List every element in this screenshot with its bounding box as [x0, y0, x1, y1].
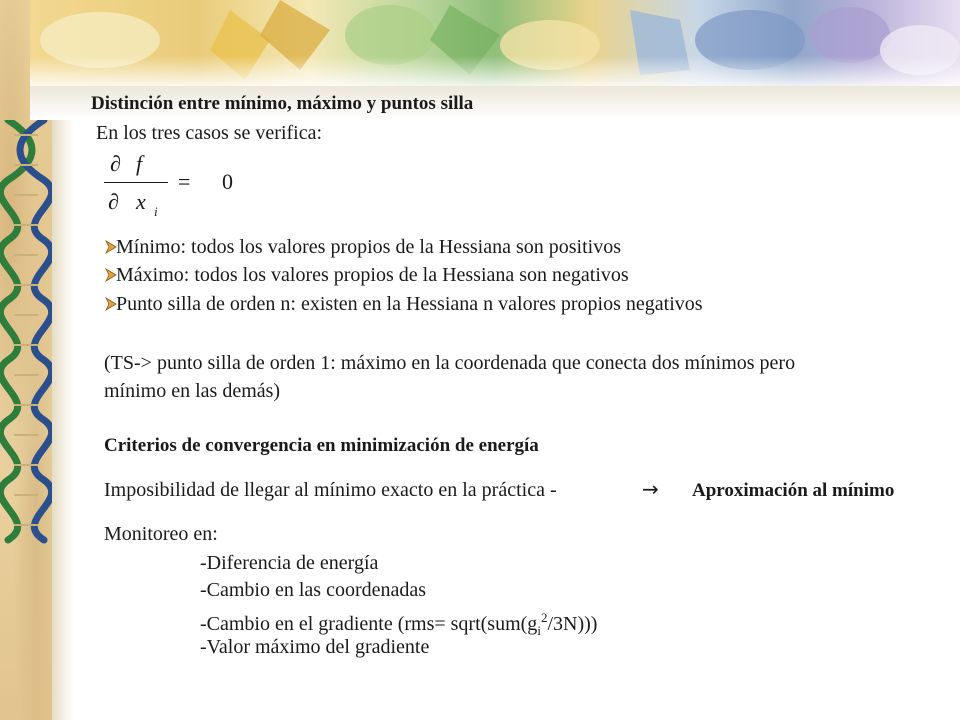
- numerator-partial: ∂: [110, 151, 121, 176]
- banner-fade: [30, 56, 960, 86]
- bullet-minimum: Mínimo: todos los valores propios de la Hessiana son positivos: [116, 236, 621, 258]
- monitoring-max-gradient: -Valor máximo del gradiente: [200, 636, 430, 658]
- ts-note-line2: mínimo en las demás): [104, 380, 281, 402]
- gradient-text-prefix: -Cambio en el gradiente (rms= sqrt(sum(g: [200, 613, 538, 635]
- gradient-subscript: i: [537, 623, 541, 638]
- denominator-subscript: i: [154, 204, 158, 219]
- denominator-variable: x: [136, 189, 146, 214]
- heading: Distinción entre mínimo, máximo y puntos silla: [91, 93, 474, 114]
- bullet-saddle-point: Punto silla de orden n: existen en la Hessiana n valores propios negativos: [116, 293, 703, 315]
- bullet-maximum: Máximo: todos los valores propios de la Hessiana son negativos: [116, 264, 629, 286]
- gradient-text-suffix: /3N))): [547, 613, 598, 635]
- intro-text: En los tres casos se verifica:: [96, 122, 323, 144]
- monitoring-label: Monitoreo en:: [104, 523, 218, 545]
- gradient-superscript: 2: [540, 610, 548, 625]
- approximation-result: Aproximación al mínimo: [692, 480, 895, 501]
- fraction-bar: [104, 182, 168, 183]
- impossibility-text: Imposibilidad de llegar al mínimo exacto en la práctica -: [104, 479, 557, 501]
- dna-helix-image: [0, 120, 52, 550]
- numerator-variable: f: [136, 151, 143, 176]
- criteria-heading: Criterios de convergencia en minimización de energía: [104, 435, 539, 456]
- impossibility-line: [104, 478, 954, 504]
- equals-sign: =: [178, 169, 191, 194]
- denominator-partial: ∂: [108, 189, 119, 214]
- monitoring-energy-difference: -Diferencia de energía: [200, 552, 379, 574]
- monitoring-coordinate-change: -Cambio en las coordenadas: [200, 579, 427, 601]
- ts-note-line1: (TS-> punto silla de orden 1: máximo en la coordenada que conecta dos mínimos pero: [104, 352, 796, 374]
- rhs-zero: 0: [222, 169, 233, 194]
- header-banner: [30, 0, 960, 86]
- arrow-right-icon: →: [642, 477, 659, 501]
- partial-derivative-equation: [100, 152, 260, 218]
